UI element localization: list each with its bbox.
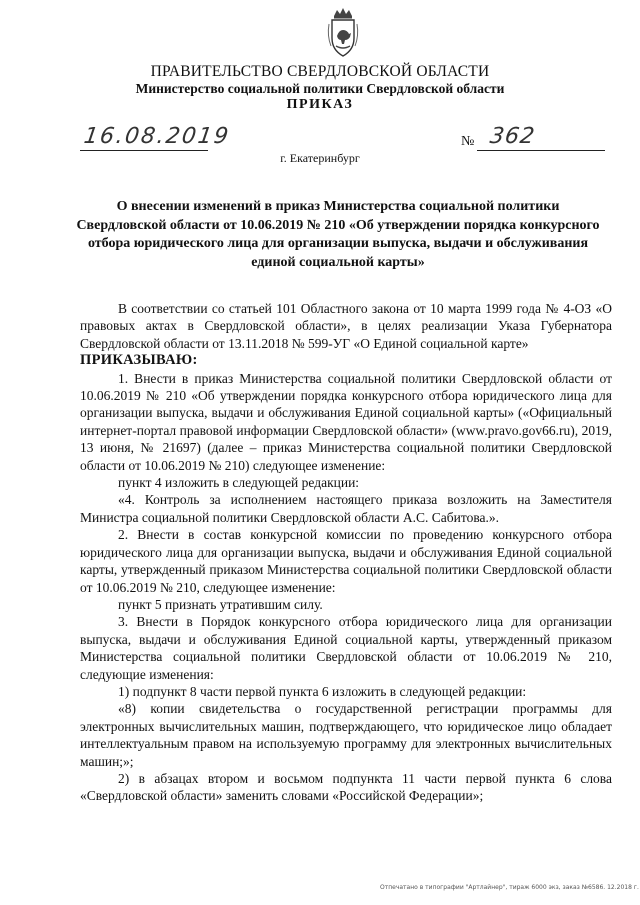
handwritten-date: 16.08.2019 — [82, 124, 232, 149]
city: г. Екатеринбург — [280, 151, 360, 165]
order-title: О внесении изменений в приказ Министерства социальной политики Свердловской области от 10.06.2019 № 210 «Об утверждении порядка конкурсного отбора юридического лица для организации выпуска, выдачи и обслуживания единой социальной карты» — [76, 199, 600, 270]
coat-of-arms-icon — [326, 6, 360, 60]
paragraph: пункт 5 признать утратившим силу. — [118, 596, 323, 612]
paragraph: 1) подпункт 8 части первой пункта 6 изложить в следующей редакции: — [118, 683, 527, 699]
paragraph: «8) копии свидетельства о государственной регистрации программы для электронных вычислительных машин, подтверждающего, что юридическое лицо обладает интеллектуальным правом на используемую программу для электронных вычислительных машин;»; — [80, 701, 612, 769]
handwritten-number: 362 — [488, 124, 537, 149]
government-title: ПРАВИТЕЛЬСТВО СВЕРДЛОВСКОЙ ОБЛАСТИ — [150, 63, 490, 80]
paragraph: 2) в абзацах втором и восьмом подпункта 11 части первой пункта 6 слова «Свердловской области» заменить словами «Российской Федерации»; — [80, 770, 612, 804]
paragraph: 2. Внести в состав конкурсной комиссии по проведению конкурсного отбора юридического лица для организации выпуска, выдачи и обслуживания Единой социальной карты, утвержденный приказом Министерства социальной политики Свердловской области от 10.06.2019 № 210, следующее изменение: — [80, 527, 612, 595]
order-body — [80, 300, 612, 805]
paragraph: «4. Контроль за исполнением настоящего приказа возложить на Заместителя Министра социальной политики Свердловской области А.С. Сабитова.». — [80, 492, 612, 525]
ministry-title: Министерство социальной политики Свердловской области — [135, 81, 505, 96]
paragraph: 3. Внести в Порядок конкурсного отбора юридического лица для организации выпуска, выдачи и обслуживания Единой социальной карты, утвержденный приказом Министерства социальной политики Свердловской области от 10.06.2019 № 210, следующие изменения: — [80, 614, 612, 682]
paragraph: пункт 4 изложить в следующей редакции: — [118, 475, 360, 491]
document-type: ПРИКАЗ — [286, 97, 354, 112]
print-footer: Отпечатано в типографии "Артлайнер", тираж 6000 экз, заказ №6586. 12.2018 г. — [380, 884, 639, 891]
number-label: № — [461, 134, 475, 149]
paragraph: 1. Внести в приказ Министерства социальной политики Свердловской области от 10.06.2019 № 210 «Об утверждении порядка конкурсного отбора юридического лица для организации выпуска, выдачи и обслуживания Единой социальной карты» («Официальный интернет-портал правовой информации Свердловской области» (www.pravo.gov66.ru), 2019, 13 июня, № 21697) (далее – приказ Министерства социальной политики Свердловской области от 10.06.2019 № 210) следующее изменение: — [80, 370, 612, 473]
preamble: В соответствии со статьей 101 Областного закона от 10 марта 1999 года № 4-ОЗ «О правовых актах в Свердловской области», в целях реализации Указа Губернатора Свердловской области от 13.11.2018 № 599-УГ «О Единой социальной карте» — [80, 301, 612, 351]
order-word: ПРИКАЗЫВАЮ: — [80, 352, 198, 369]
